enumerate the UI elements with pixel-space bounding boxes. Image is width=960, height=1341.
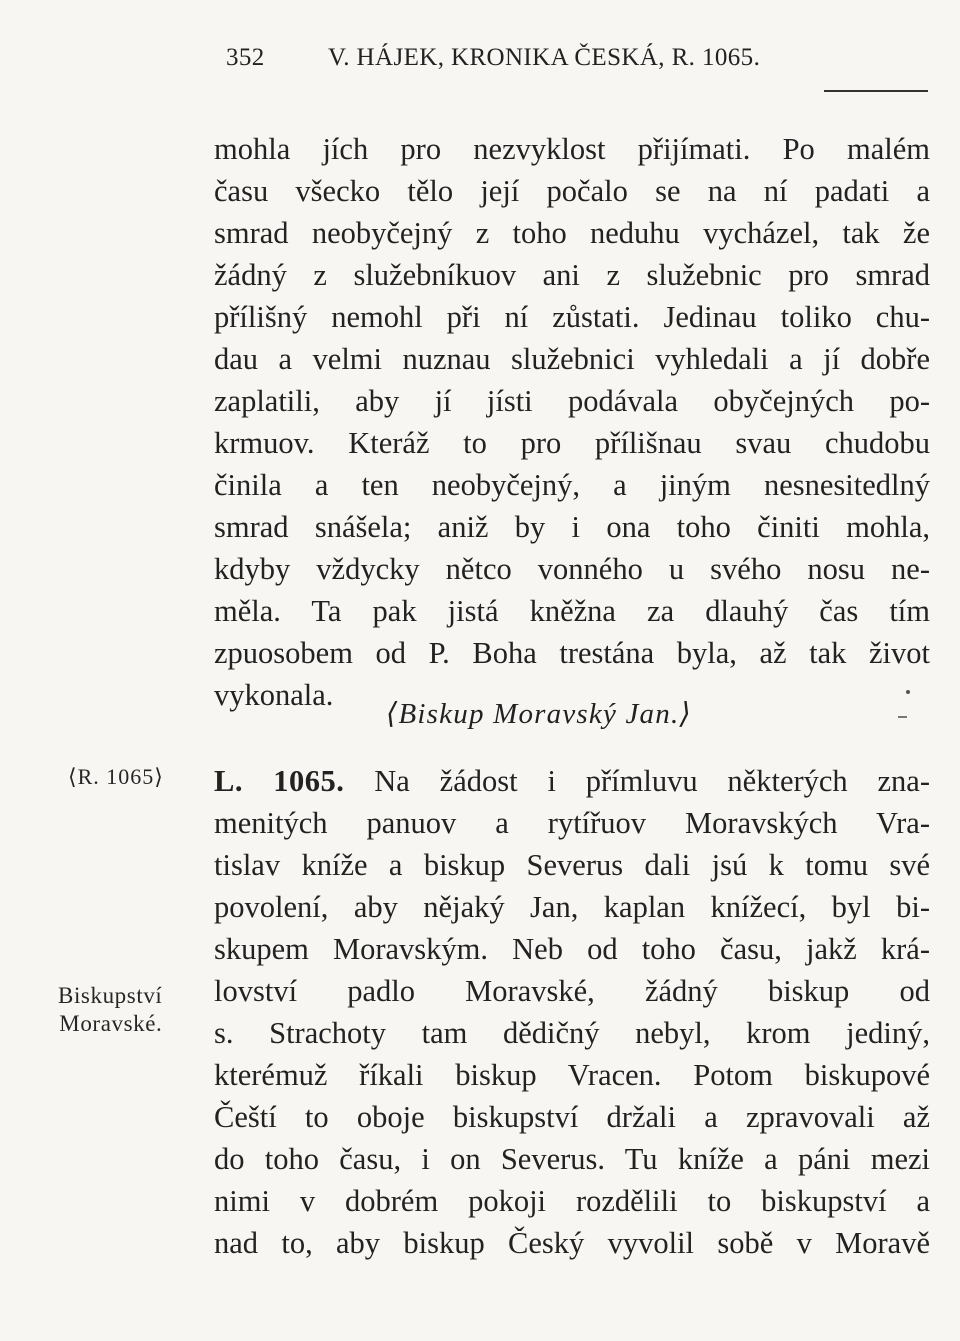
section-heading: ⟨Biskup Moravský Jan.⟩ (386, 698, 692, 730)
text-line: mohla jích pro nezvyklost přijímati. Po malém (214, 132, 930, 166)
margin-note-line: Biskupství (58, 983, 163, 1008)
text-line: měla. Ta pak jistá kněžna za dlauhý čas tím (214, 594, 930, 628)
text-line: času všecko tělo její počalo se na ní padati a (214, 174, 930, 208)
text-line: nad to, aby biskup Český vyvolil sobě v Moravě (214, 1226, 930, 1260)
year-lead: L. 1065. (214, 764, 345, 798)
text-line: smrad neobyčejný z toho neduhu vycházel, tak že (214, 216, 930, 250)
text-line: dau a velmi nuznau služebnici vyhledali a jí dobře (214, 342, 930, 376)
margin-note-line: Moravské. (59, 1011, 163, 1036)
text-line: zaplatili, aby jí jísti podávala obyčejných po- (214, 384, 930, 418)
paragraph-2 (214, 760, 930, 1264)
text-line: menitých panuov a rytířuov Moravských Vra- (214, 806, 930, 840)
text-line: s. Strachoty tam dědičný nebyl, krom jediný, (214, 1016, 930, 1050)
text-line: Čeští to oboje biskupství držali a zpravovali až (214, 1100, 930, 1134)
text-line: tislav kníže a biskup Severus dali jsú k tomu své (214, 848, 930, 882)
stray-dot (906, 690, 910, 694)
page-header (226, 44, 926, 94)
header-rule (824, 90, 928, 92)
text-line: povolení, aby nějaký Jan, kaplan knížecí, byl bi- (214, 890, 930, 924)
text-line: činila a ten neobyčejný, a jiným nesnesitedlný (214, 468, 930, 502)
page-number: 352 (226, 44, 265, 71)
text-line: do toho času, i on Severus. Tu kníže a páni mezi (214, 1142, 930, 1176)
paragraph-1 (214, 128, 930, 716)
margin-note-topic (58, 982, 162, 1038)
text-line: nimi v dobrém pokoji rozdělili to biskupství a (214, 1184, 930, 1218)
text-line: vykonala. (214, 678, 334, 712)
stray-mark (898, 716, 907, 718)
text-line: krmuov. Kteráž to pro přílišnau svau chudobu (214, 426, 930, 460)
running-title: V. HÁJEK, KRONIKA ČESKÁ, R. 1065. (328, 44, 761, 71)
text-line: lovství padlo Moravské, žádný biskup od (214, 974, 930, 1008)
text-line: přílišný nemohl při ní zůstati. Jedinau toliko chu- (214, 300, 930, 334)
text-line: kterémuž říkali biskup Vracen. Potom biskupové (214, 1058, 930, 1092)
text-line: zpuosobem od P. Boha trestána byla, až tak život (214, 636, 930, 670)
text-line-first (214, 760, 930, 802)
text-line: žádný z služebníkuov ani z služebnic pro smrad (214, 258, 930, 292)
text-line-rest: Na žádost i přímluvu některých zna- (374, 764, 930, 798)
margin-note-year: ⟨R. 1065⟩ (68, 764, 164, 789)
text-line: smrad snášela; aniž by i ona toho činiti mohla, (214, 510, 930, 544)
text-line: kdyby vždycky nětco vonného u svého nosu ne- (214, 552, 930, 586)
text-line: skupem Moravským. Neb od toho času, jakž krá- (214, 932, 930, 966)
